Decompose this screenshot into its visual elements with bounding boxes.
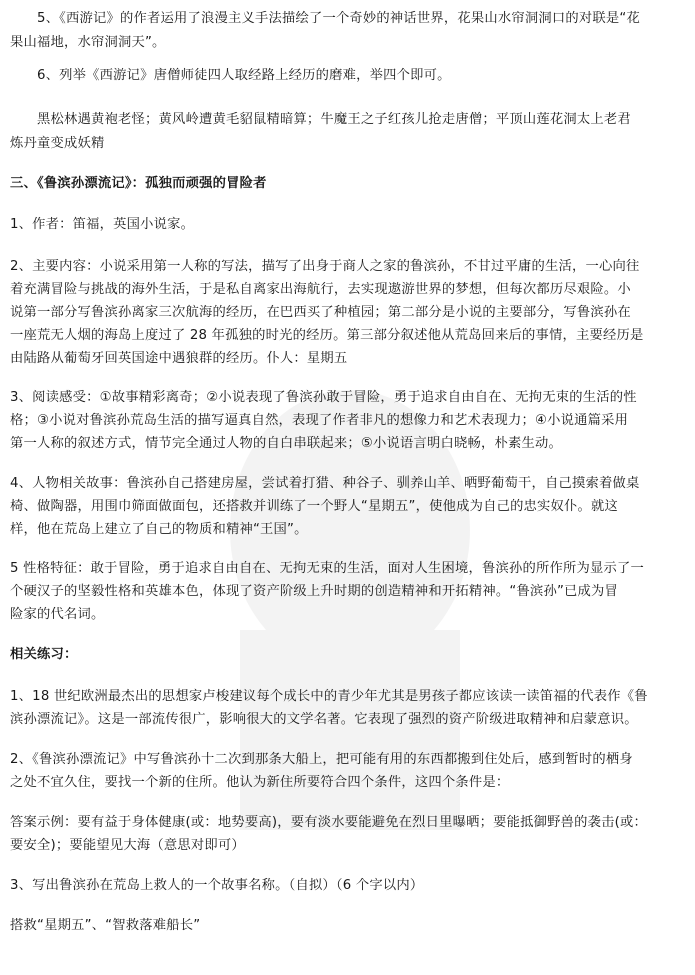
feeling-line1: 3、阅读感受：①故事精彩离奇；②小说表现了鲁滨孙敢于冒险，勇于追求自由自在、无拘无束的生活的性 — [10, 390, 637, 405]
feeling-line2: 格；③小说对鲁滨孙荒岛生活的描写逼真自然，表现了作者非凡的想像力和艺术表现力；④小说通篇采用 — [10, 413, 629, 428]
q6-question: 6、列举《西游记》唐僧师徒四人取经路上经历的磨难，举四个即可。 — [37, 68, 451, 83]
section3-heading: 三、《鲁滨孙漂流记》：孤独而顽强的冒险者 — [10, 176, 267, 191]
exercise3-question: 3、写出鲁滨孙在荒岛上救人的一个故事名称。（自拟）（6 个字以内） — [10, 878, 424, 893]
q6-answer-line2: 炼丹童变成妖精 — [10, 136, 105, 151]
story-line2: 椅、做陶器，用围巾筛面做面包，还搭救并训练了一个野人“星期五”，使他成为自己的忠实奴仆。就这 — [10, 499, 619, 514]
answer2-line2: 要安全)；要能望见大海（意思对即可） — [10, 838, 245, 853]
practice-heading: 相关练习： — [10, 647, 78, 662]
q5-text-line1: 5、《西游记》的作者运用了浪漫主义手法描绘了一个奇妙的神话世界，花果山水帘洞洞口的对联是“花 — [37, 11, 640, 26]
author-line: 1、作者：笛福，英国小说家。 — [10, 217, 195, 232]
content-line3: 说第一部分写鲁滨孙离家三次航海的经历，在巴西买了种植园；第二部分是小说的主要部分，写鲁滨孙在 — [10, 305, 631, 320]
exercise2-line1: 2、《鲁滨孙漂流记》中写鲁滨孙十二次到那条大船上，把可能有用的东西都搬到住处后，感到暂时的栖身 — [10, 752, 633, 767]
q6-answer-line1: 黑松林遇黄袍老怪；黄风岭遭黄毛貂鼠精暗算；牛魔王之子红孩儿抢走唐僧；平顶山莲花洞太上老君 — [37, 112, 631, 127]
story-line3: 样，他在荒岛上建立了自己的物质和精神“王国”。 — [10, 522, 308, 537]
exercise2-line2: 之处不宜久住，要找一个新的住所。他认为新住所要符合四个条件，这四个条件是： — [10, 775, 510, 790]
feeling-line3: 第一人称的叙述方式，情节完全通过人物的自白串联起来；⑤小说语言明白晓畅，朴素生动。 — [10, 436, 562, 451]
story-line1: 4、人物相关故事：鲁滨孙自己搭建房屋，尝试着打猎、种谷子、驯养山羊、晒野葡萄干，自己摸索着做桌 — [10, 476, 640, 491]
answer2-line1: 答案示例：要有益于身体健康(或：地势要高)，要有淡水要能避免在烈日里曝晒；要能抵御野兽的袭击(或： — [10, 815, 648, 830]
content-line2: 着充满冒险与挑战的海外生活，于是私自离家出海航行，去实现遨游世界的梦想，但每次都历尽艰险。小 — [10, 282, 631, 297]
trait-line1: 5 性格特征：敢于冒险，勇于追求自由自在、无拘无束的生活，面对人生困境，鲁滨孙的所作所为显示了一 — [10, 561, 644, 576]
trait-line3: 险家的代名词。 — [10, 607, 105, 622]
trait-line2: 个硬汉子的坚毅性格和英雄本色，体现了资产阶级上升时期的创造精神和开拓精神。“鲁滨孙”已成为冒 — [10, 584, 619, 599]
q5-text-line2: 果山福地，水帘洞洞天”。 — [10, 35, 166, 50]
content-line4: 一座荒无人烟的海岛上度过了 28 年孤独的时光的经历。第三部分叙述他从荒岛回来后的事情，主要经历是 — [10, 328, 644, 343]
exercise1-line1: 1、18 世纪欧洲最杰出的思想家卢梭建议每个成长中的青少年尤其是男孩子都应该读一读笛福的代表作《鲁 — [10, 689, 648, 704]
exercise1-line2: 滨孙漂流记》。这是一部流传很广，影响很大的文学名著。它表现了强烈的资产阶级进取精神和启蒙意识。 — [10, 712, 638, 727]
answer3: 搭救“星期五”、“智救落难船长” — [10, 918, 201, 933]
content-line1: 2、主要内容：小说采用第一人称的写法，描写了出身于商人之家的鲁滨孙，不甘过平庸的生活，一心向往 — [10, 259, 640, 274]
content-line5: 由陆路从葡萄牙回英国途中遇狼群的经历。仆人：星期五 — [10, 351, 348, 366]
